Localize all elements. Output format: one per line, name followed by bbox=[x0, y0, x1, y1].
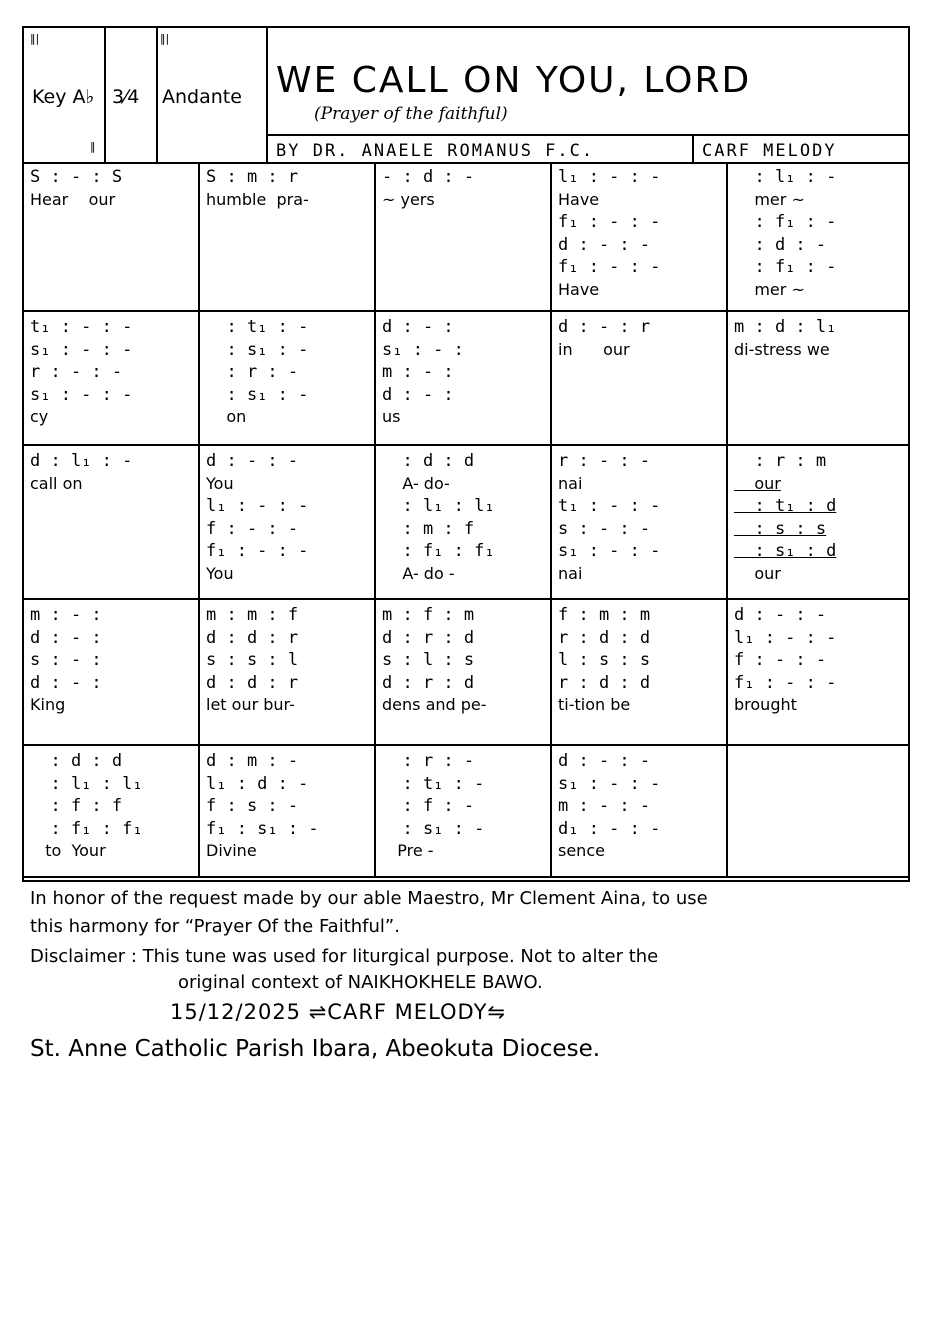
solfa-line: - : d : - bbox=[382, 167, 475, 187]
solfa-line: d : - : - bbox=[558, 234, 651, 255]
lyric-line: A- do - bbox=[382, 563, 455, 583]
solfa-line: f : m : m bbox=[558, 605, 651, 625]
disclaimer-line-2: original context of NAIKHOKHELE BAWO. bbox=[178, 972, 543, 993]
measure-cell bbox=[552, 312, 728, 444]
lyric-line: You bbox=[206, 473, 234, 493]
solfa-line: f₁ : - : - bbox=[206, 541, 309, 561]
solfa-line: s₁ : - : bbox=[382, 339, 464, 360]
measure-cell bbox=[552, 162, 728, 310]
measure-row bbox=[24, 746, 908, 878]
time-cell bbox=[106, 28, 158, 162]
barline-mark: ‖| bbox=[30, 32, 40, 45]
solfa-line: l₁ : d : - bbox=[206, 773, 309, 794]
solfa-line: r : - : - bbox=[558, 451, 651, 471]
measure-cell bbox=[376, 600, 552, 744]
measure-cell bbox=[200, 600, 376, 744]
lyric-line: mer ~ bbox=[734, 189, 805, 209]
solfa-line: : r : - bbox=[382, 751, 475, 771]
lyric-line: to Your bbox=[30, 841, 106, 860]
lyric-line: A- do- bbox=[382, 473, 450, 493]
lyric-line: Have bbox=[558, 279, 600, 299]
solfa-line: m : - : - bbox=[558, 796, 651, 816]
measure-cell bbox=[376, 746, 552, 876]
lyric-line: Pre - bbox=[382, 841, 434, 860]
lyric-line: King bbox=[30, 695, 66, 714]
solfa-line: : f : f bbox=[30, 796, 123, 816]
lyric-line: ~ yers bbox=[382, 189, 435, 209]
music-sheet bbox=[22, 26, 910, 882]
measure-cell bbox=[376, 446, 552, 598]
solfa-line: f : - : - bbox=[734, 650, 827, 670]
lyric-line: in our bbox=[558, 339, 630, 359]
measure-cell bbox=[728, 600, 908, 744]
solfa-line: d : m : - bbox=[206, 751, 299, 771]
time-signature: 3⁄4 bbox=[112, 86, 140, 108]
solfa-line: : f₁ : f₁ bbox=[382, 541, 495, 561]
measure-cell bbox=[552, 746, 728, 876]
solfa-line: : d : - bbox=[734, 234, 827, 255]
melody-credit: CARF MELODY bbox=[702, 141, 837, 161]
solfa-line: : d : d bbox=[382, 451, 475, 471]
lyric-line: ti-tion be bbox=[558, 695, 631, 714]
measure-cell bbox=[728, 746, 908, 876]
solfa-line: : r : - bbox=[206, 362, 299, 382]
measure-cell bbox=[728, 446, 908, 598]
solfa-line: d : r : d bbox=[382, 672, 475, 693]
solfa-line: d : - : bbox=[382, 317, 454, 337]
measure-cell bbox=[728, 312, 908, 444]
measure-row bbox=[24, 600, 908, 746]
lyric-line: our bbox=[734, 563, 781, 583]
solfa-line: S : - : S bbox=[30, 167, 123, 187]
barline-mark: ‖ bbox=[90, 140, 96, 153]
solfa-line: s : - : bbox=[30, 650, 102, 670]
parish-line: St. Anne Catholic Parish Ibara, Abeokuta Diocese. bbox=[30, 1036, 601, 1062]
byline-divider bbox=[692, 136, 694, 164]
solfa-line: : f : - bbox=[382, 796, 475, 816]
solfa-line: s : s : l bbox=[206, 650, 299, 670]
solfa-line: : l₁ : l₁ bbox=[382, 496, 495, 516]
lyric-line: mer ~ bbox=[734, 279, 805, 299]
solfa-line: f : s : - bbox=[206, 796, 299, 816]
lyric-line: nai bbox=[558, 563, 583, 583]
byline bbox=[268, 134, 908, 164]
solfa-line: m : m : f bbox=[206, 605, 299, 625]
solfa-line: d : r : d bbox=[382, 627, 475, 648]
solfa-line: f₁ : s₁ : - bbox=[206, 818, 319, 839]
lyric-line: Have bbox=[558, 189, 600, 209]
lyric-line: humble pra- bbox=[206, 189, 309, 209]
solfa-line: d : - : - bbox=[734, 605, 827, 625]
lyric-line: call on bbox=[30, 473, 83, 493]
solfa-line: f₁ : - : - bbox=[558, 257, 661, 277]
solfa-line: d₁ : - : - bbox=[558, 818, 661, 839]
solfa-line: : f₁ : f₁ bbox=[30, 818, 143, 839]
solfa-line: : s₁ : d bbox=[734, 541, 837, 561]
lyric-line: nai bbox=[558, 473, 583, 493]
dedication-line-2: this harmony for “Prayer Of the Faithful”. bbox=[30, 916, 400, 937]
solfa-line: : t₁ : d bbox=[734, 496, 837, 516]
solfa-line: : f₁ : - bbox=[734, 257, 837, 277]
solfa-line: f₁ : - : - bbox=[734, 672, 837, 693]
page-subtitle: (Prayer of the faithful) bbox=[314, 104, 508, 124]
solfa-line: d : d : r bbox=[206, 672, 299, 693]
lyric-line: dens and pe- bbox=[382, 695, 487, 714]
measure-cell bbox=[200, 746, 376, 876]
barline-mark: ‖| bbox=[160, 32, 170, 45]
solfa-line: d : - : - bbox=[558, 751, 651, 771]
solfa-line: : t₁ : - bbox=[206, 317, 309, 337]
solfa-line: r : d : d bbox=[558, 672, 651, 693]
lyric-line: brought bbox=[734, 695, 797, 714]
page-title: WE CALL ON YOU, LORD bbox=[276, 60, 752, 101]
solfa-line: : s : s bbox=[734, 518, 827, 539]
solfa-line: : f₁ : - bbox=[734, 212, 837, 232]
composer-credit: BY DR. ANAELE ROMANUS F.C. bbox=[276, 141, 595, 161]
measure-cell bbox=[376, 162, 552, 310]
solfa-line: d : - : bbox=[30, 627, 102, 648]
solfa-line: r : - : - bbox=[30, 362, 123, 382]
measure-cell bbox=[24, 600, 200, 744]
measure-cell bbox=[728, 162, 908, 310]
solfa-line: S : m : r bbox=[206, 167, 299, 187]
solfa-line: : d : d bbox=[30, 751, 123, 771]
solfa-line: m : f : m bbox=[382, 605, 475, 625]
key-cell bbox=[24, 28, 106, 162]
solfa-line: s₁ : - : - bbox=[30, 384, 133, 405]
lyric-line: sence bbox=[558, 841, 605, 860]
lyric-line: us bbox=[382, 407, 401, 426]
solfa-line: r : d : d bbox=[558, 627, 651, 648]
solfa-line: : s₁ : - bbox=[206, 339, 309, 360]
solfa-line: d : - : bbox=[382, 384, 454, 405]
solfa-line: m : - : bbox=[382, 362, 454, 382]
measure-cell bbox=[552, 600, 728, 744]
measure-row bbox=[24, 312, 908, 446]
solfa-line: d : l₁ : - bbox=[30, 451, 133, 471]
measure-cell bbox=[24, 312, 200, 444]
lyric-line: di-stress we bbox=[734, 339, 830, 359]
lyric-line: on bbox=[206, 407, 247, 426]
lyric-line: cy bbox=[30, 407, 49, 426]
solfa-line: : l₁ : l₁ bbox=[30, 773, 143, 794]
solfa-line: : t₁ : - bbox=[382, 773, 485, 794]
measure-cell bbox=[200, 312, 376, 444]
tempo-cell bbox=[158, 28, 268, 162]
solfa-line: : s₁ : - bbox=[206, 384, 309, 405]
solfa-grid bbox=[24, 162, 908, 878]
solfa-line: s₁ : - : - bbox=[558, 773, 661, 794]
solfa-line: : r : m bbox=[734, 451, 827, 471]
measure-row bbox=[24, 162, 908, 312]
sheet-header bbox=[24, 28, 908, 164]
key-signature: Key A♭ bbox=[32, 86, 95, 108]
solfa-line: t₁ : - : - bbox=[558, 496, 661, 516]
solfa-line: : s₁ : - bbox=[382, 818, 485, 839]
solfa-line: d : d : r bbox=[206, 627, 299, 648]
solfa-line: d : - : r bbox=[558, 317, 651, 337]
lyric-line: our bbox=[734, 473, 781, 493]
measure-row bbox=[24, 446, 908, 600]
solfa-line: t₁ : - : - bbox=[30, 317, 133, 337]
solfa-line: m : d : l₁ bbox=[734, 317, 837, 337]
solfa-line: f : - : - bbox=[206, 518, 299, 539]
solfa-line: f₁ : - : - bbox=[558, 212, 661, 232]
solfa-line: d : - : bbox=[30, 672, 102, 693]
measure-cell bbox=[24, 746, 200, 876]
solfa-line: l₁ : - : - bbox=[558, 167, 661, 187]
solfa-line: m : - : bbox=[30, 605, 102, 625]
disclaimer-line-1: Disclaimer : This tune was used for liturgical purpose. Not to alter the bbox=[30, 946, 659, 967]
tempo-marking: Andante bbox=[162, 86, 242, 108]
lyric-line: Divine bbox=[206, 841, 257, 860]
solfa-line: s₁ : - : - bbox=[558, 541, 661, 561]
solfa-line: : m : f bbox=[382, 518, 475, 539]
solfa-line: l : s : s bbox=[558, 650, 651, 670]
solfa-line: : l₁ : - bbox=[734, 167, 837, 187]
dedication-line-1: In honor of the request made by our able Maestro, Mr Clement Aina, to use bbox=[30, 888, 708, 909]
solfa-line: s₁ : - : - bbox=[30, 339, 133, 360]
lyric-line: Hear our bbox=[30, 189, 116, 209]
measure-cell bbox=[552, 446, 728, 598]
measure-cell bbox=[200, 162, 376, 310]
lyric-line: let our bur- bbox=[206, 695, 295, 714]
date-line: 15/12/2025 ⇌CARF MELODY⇋ bbox=[170, 1000, 506, 1024]
solfa-line: s : - : - bbox=[558, 518, 651, 539]
solfa-line: d : - : - bbox=[206, 451, 299, 471]
lyric-line: You bbox=[206, 563, 234, 583]
measure-cell bbox=[376, 312, 552, 444]
measure-cell bbox=[24, 162, 200, 310]
solfa-line: l₁ : - : - bbox=[734, 627, 837, 648]
measure-cell bbox=[24, 446, 200, 598]
solfa-line: l₁ : - : - bbox=[206, 496, 309, 516]
solfa-line: s : l : s bbox=[382, 650, 475, 670]
measure-cell bbox=[200, 446, 376, 598]
